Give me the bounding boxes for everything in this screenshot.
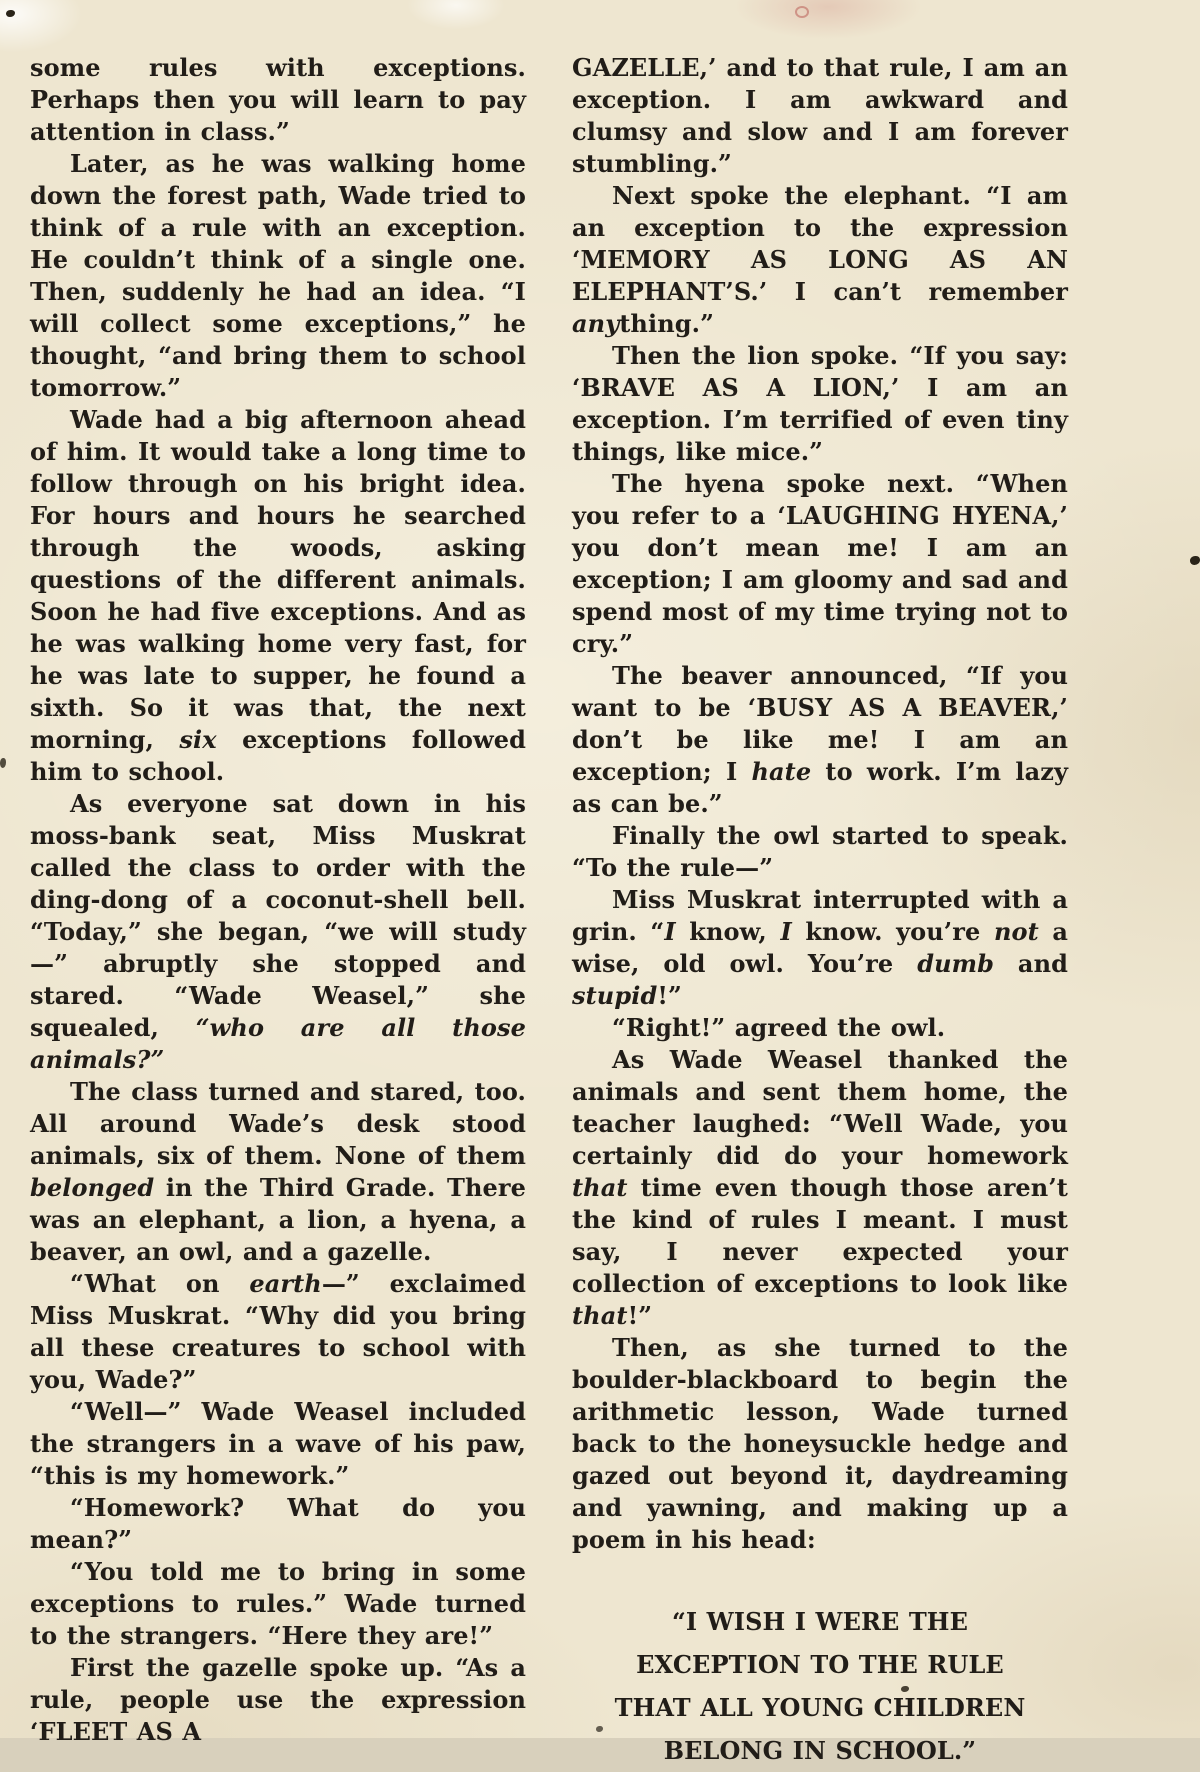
- paragraph: “Right!” agreed the owl.: [612, 1013, 946, 1042]
- paragraph: The beaver announced, “If you want to be ‘BUSY AS A BEAVER,’ don’t be like me! I am an exception; I hate to work. I’m lazy as can be.”: [572, 661, 1068, 818]
- paragraph: First the gazelle spoke up. “As a rule, people use the expression ‘FLEET AS A: [30, 1653, 526, 1746]
- paragraph: “What on earth—” exclaimed Miss Muskrat. “Why did you bring all these creatures to school with you, Wade?”: [30, 1269, 526, 1394]
- paragraph: Finally the owl started to speak. “To the rule—”: [572, 821, 1068, 882]
- paragraph: some rules with exceptions. Perhaps then you will learn to pay attention in class.”: [30, 53, 526, 146]
- poem-line: “I WISH I WERE THE: [672, 1607, 968, 1636]
- paragraph: Later, as he was walking home down the forest path, Wade tried to think of a rule with an exception. He couldn’t think of a single one. Then, suddenly he had an idea. “I will collect some exceptions,” he thought, “and bring them to school tomorrow.”: [30, 149, 526, 402]
- paragraph: Next spoke the elephant. “I am an exception to the expression ‘MEMORY AS LONG AS AN ELEPHANT’S.’ I can’t remember anything.”: [572, 181, 1068, 338]
- paragraph: GAZELLE,’ and to that rule, I am an exception. I am awkward and clumsy and slow and I am forever stumbling.”: [572, 53, 1068, 178]
- poem: [572, 1600, 1068, 1772]
- poem-line: THAT ALL YOUNG CHILDREN: [614, 1693, 1026, 1722]
- paragraph: As Wade Weasel thanked the animals and sent them home, the teacher laughed: “Well Wade, you certainly did do your homework that time even though those aren’t the kind of rules I meant. I must say, I never expected your collection of exceptions to look like that!”: [572, 1045, 1068, 1330]
- poem-line: EXCEPTION TO THE RULE: [636, 1650, 1004, 1679]
- poem-line: BELONG IN SCHOOL.”: [663, 1736, 977, 1765]
- paragraph: “Well—” Wade Weasel included the strangers in a wave of his paw, “this is my homework.”: [30, 1397, 526, 1490]
- paragraph: Then, as she turned to the boulder-blackboard to begin the arithmetic lesson, Wade turned back to the honeysuckle hedge and gazed out beyond it, daydreaming and yawning, and making up a poem in his head:: [572, 1333, 1068, 1554]
- ink-smudge: [795, 6, 809, 18]
- paragraph: Wade had a big afternoon ahead of him. It would take a long time to follow through on his bright idea. For hours and hours he searched through the woods, asking questions of the different animals. Soon he had five exceptions. And as he was walking home very fast, for he was late to supper, he found a sixth. So it was that, the next morning, six exceptions followed him to school.: [30, 405, 526, 786]
- paragraph: The class turned and stared, too. All around Wade’s desk stood animals, six of them. None of them belonged in the Third Grade. There was an elephant, a lion, a hyena, a beaver, an owl, and a gazelle.: [30, 1077, 526, 1266]
- paragraph: Then the lion spoke. “If you say: ‘BRAVE AS A LION,’ I am an exception. I’m terrified of even tiny things, like mice.”: [572, 341, 1068, 466]
- column-left: [30, 52, 526, 1772]
- paragraph: The hyena spoke next. “When you refer to a ‘LAUGHING HYENA,’ you don’t mean me! I am an exception; I am gloomy and sad and spend most of my time trying not to cry.”: [572, 469, 1068, 658]
- paragraph: Miss Muskrat interrupted with a grin. “I know, I know. you’re not a wise, old owl. You’re dumb and stupid!”: [572, 885, 1068, 1010]
- paragraph: “Homework? What do you mean?”: [30, 1493, 526, 1554]
- column-right: [572, 52, 1068, 1772]
- paragraph: As everyone sat down in his moss-bank seat, Miss Muskrat called the class to order with the ding-dong of a coconut-shell bell. “Today,” she began, “we will study—” abruptly she stopped and stared. “Wade Weasel,” she squealed, “who are all those animals?”: [30, 789, 526, 1074]
- paragraph: “You told me to bring in some exceptions to rules.” Wade turned to the strangers. “Here they are!”: [30, 1557, 526, 1650]
